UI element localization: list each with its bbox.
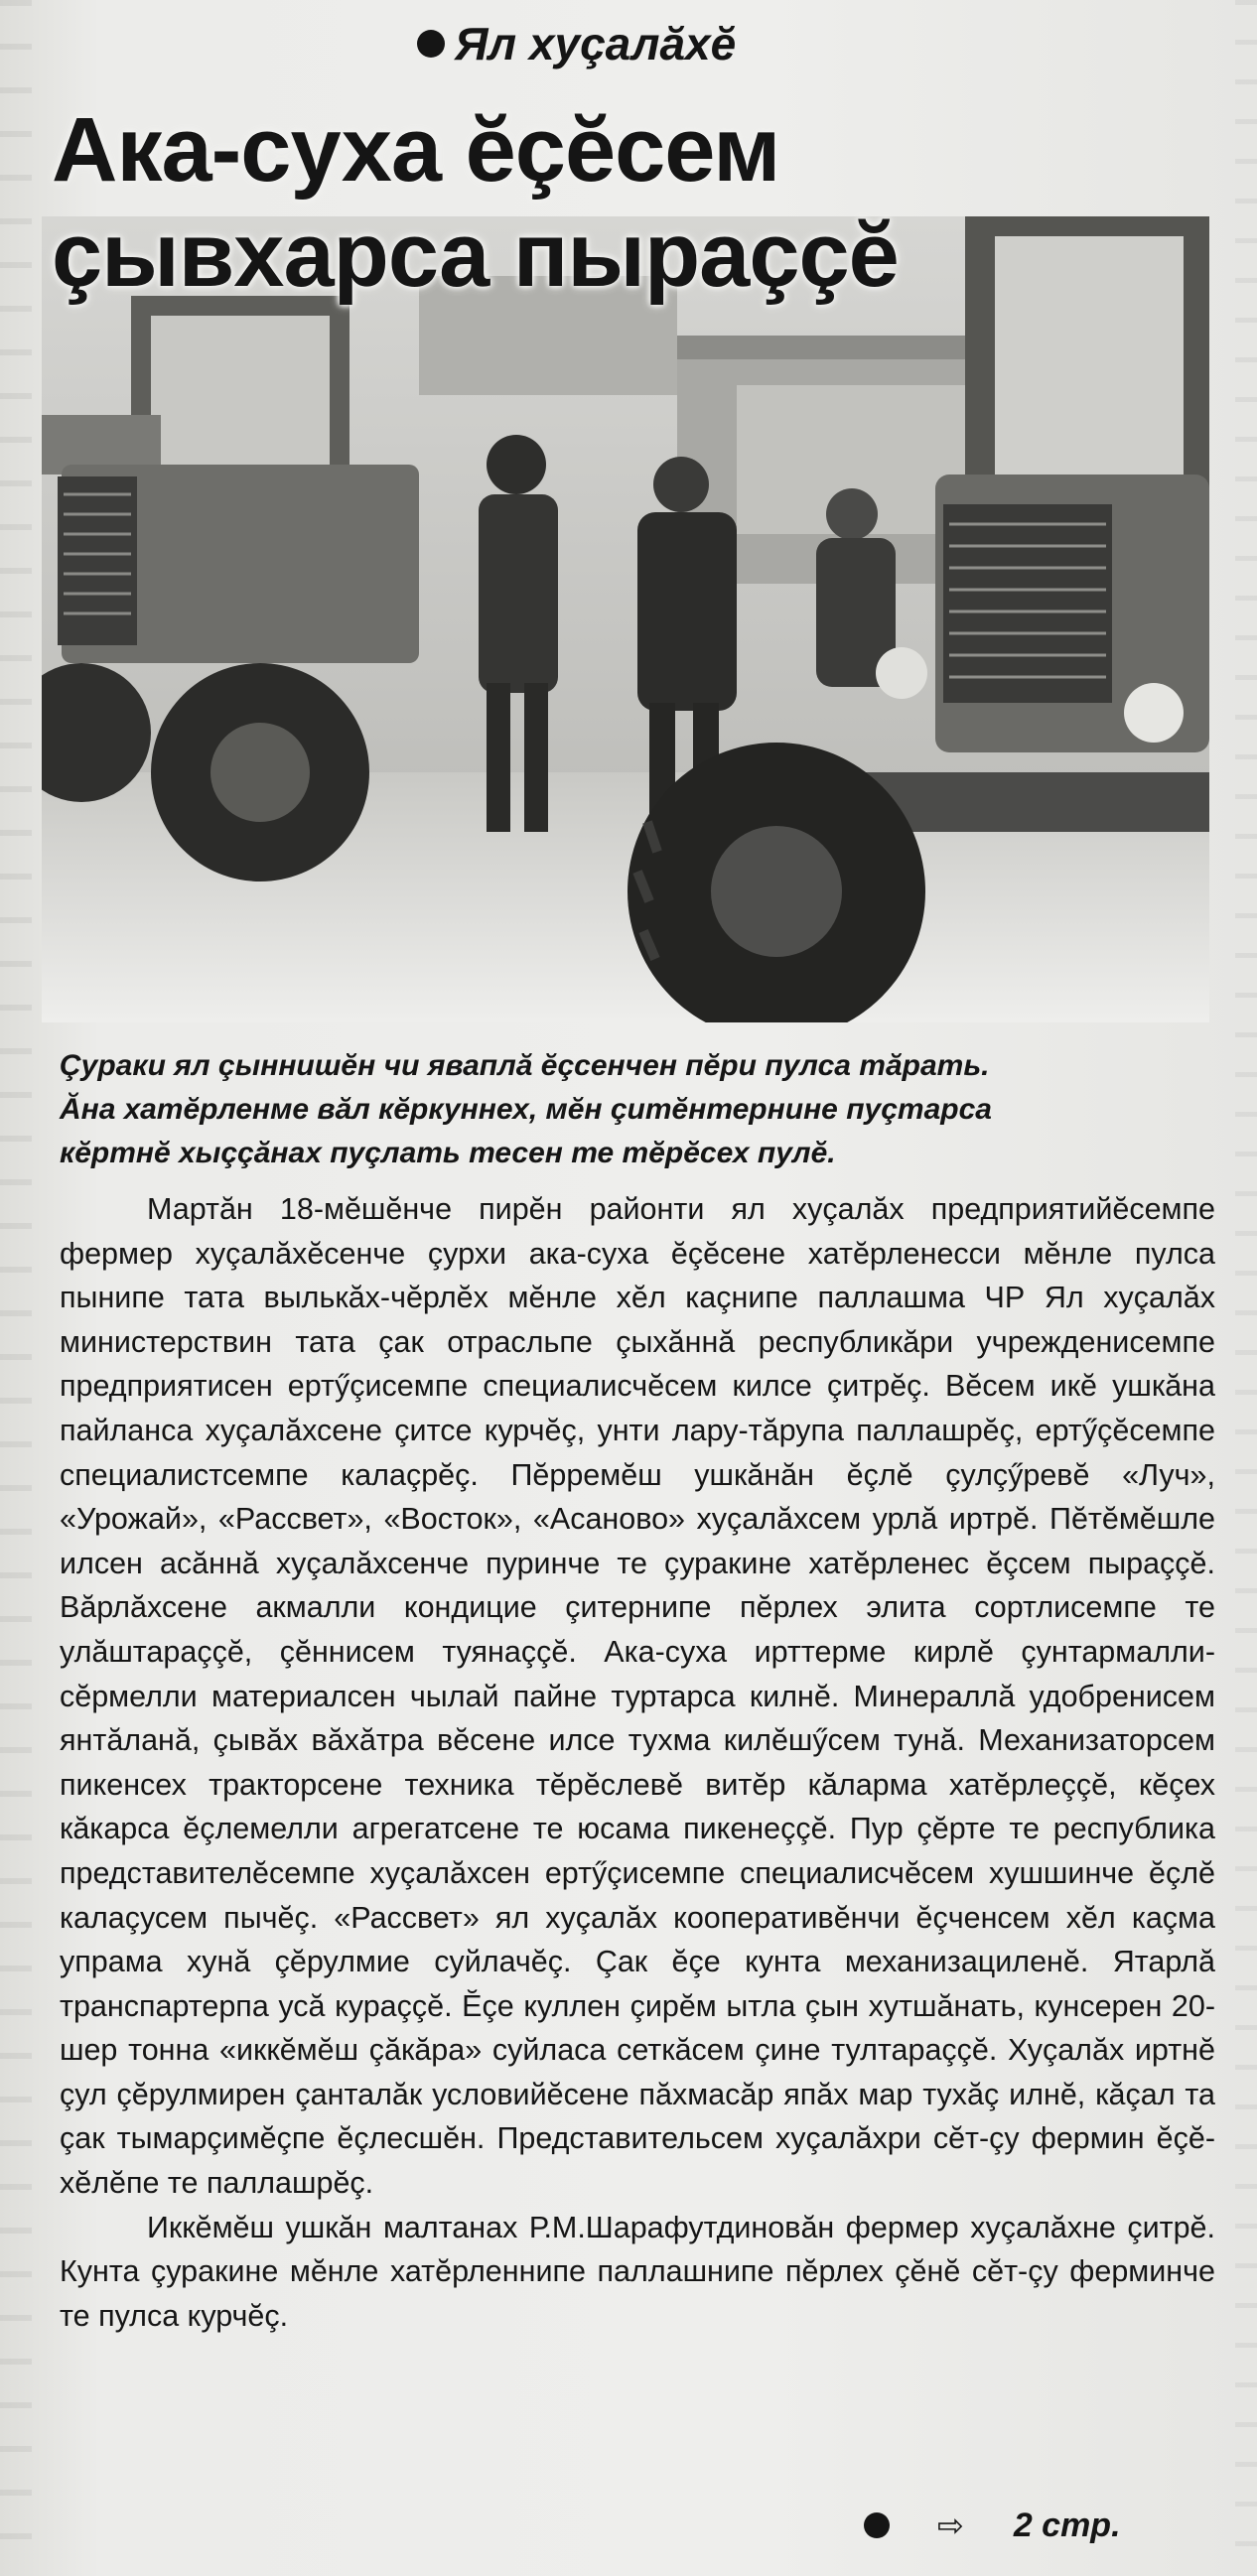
tractors-photo	[42, 216, 1209, 1022]
continuation-link[interactable]	[864, 2504, 1121, 2547]
caption-line-2: Ăна хатĕрленме вăл кĕркуннех, мĕн çитĕнтернине пуçтарса	[60, 1093, 992, 1126]
photo-illustration	[42, 216, 1209, 1022]
article-body	[60, 1187, 1215, 2338]
caption-line-3: кĕртнĕ хыççăнах пуçлать тесен те тĕрĕсех пулĕ.	[60, 1137, 836, 1169]
bullet-icon	[864, 2512, 890, 2538]
continuation-label[interactable]: 2 стр.	[1013, 2506, 1121, 2544]
bullet-icon	[417, 30, 445, 58]
paragraph-1: Мартăн 18-мĕшĕнче пирĕн районти ял хуçалăх предприятийĕсемпе фермер хуçалăхĕсенче çурхи ака-суха ĕçĕсене хатĕрленесси мĕнле пулса пынипе тата вылькăх-чĕрлĕх мĕнле хĕл каçнипе паллашма ЧР Ял хуçалăх министерствин тата çак отрасльпе çыхăннă республикăри учрежденисемпе предприятисен ертӳçисемпе специалисчĕсем килсе çитрĕç. Вĕсем икĕ ушкăна пайланса хуçалăхсене çитсе курчĕç, унти лару-тăрупа паллашрĕç, ертӳçĕсемпе специалистсемпе калаçрĕç. Пĕрремĕш ушкăнăн ĕçлĕ çулçӳревĕ «Луч», «Урожай», «Рассвет», «Восток», «Асаново» хуçалăхсем урлă иртрĕ. Пĕтĕмĕшле илсен асăннă хуçалăхсенче пуринче те çуракине хатĕрленес ĕçсем пыраççĕ. Вăрлăхсене акмалли кондицие çитернипе пĕрлех элита сортлисемпе те улăштараççĕ, çĕннисем туянаççĕ. Ака-суха ирттерме кирлĕ çунтармалли-сĕрмелли материалсен чылай пайне туртарса килнĕ. Минераллă удобренисем янтăланă, çывăх вăхăтра вĕсене илсе тухма килĕшӳсем тунă. Механизаторсем пикенсех тракторсене техника тĕрĕслевĕ витĕр кăларма хатĕрлеççĕ, кĕçех кăкарса ĕçлемелли агрегатсене те юсама пикенеççĕ. Пур çĕрте те республика представителĕсемпе хуçалăхсен ертӳçисемпе специалисчĕсем хушшинче ĕçлĕ калаçусем пычĕç. «Рассвет» ял хуçалăх кооперативĕнчи ĕçченсем хĕл каçма упрама хунă çĕрулмие суйлачĕç. Çак ĕçе кунта механизациленĕ. Ятарлă транспартерпа усă кураççĕ. Ĕçе куллен çирĕм ытла çын хутшăнать, кунсерен 20-шер тонна «иккĕмĕш çăкăра» суйласа сеткăсем çине тултараççĕ. Хуçалăх иртнĕ çул çĕрулмирен çанталăк условийĕсене пăхмасăр япăх мар тухăç илнĕ, кăçал та çак тымарçимĕçпе ĕçлесшĕн. Представительсем хуçалăхри сĕт-çу фермин ĕçĕ-хĕлĕпе те паллашрĕç.	[60, 1192, 1215, 2201]
paragraph-2: Иккĕмĕш ушкăн малтанах Р.М.Шарафутдиновăн фермер хуçалăхне çитрĕ. Кунта çуракине мĕнле хатĕрленнипе паллашнипе пĕрлех çĕнĕ сĕт-çу ферминче те пулса курчĕç.	[60, 2210, 1215, 2333]
right-column-bleed	[1235, 0, 1257, 2576]
rubric-label: Ял хуçалăхĕ	[455, 18, 737, 69]
arrow-right-icon: ⇨	[937, 2508, 964, 2543]
headline-line-1: Ака-суха ĕçĕсем	[52, 99, 780, 201]
headline	[52, 97, 1025, 308]
left-column-bleed	[0, 0, 32, 2576]
headline-line-2: çывхарса пыраççĕ	[52, 204, 899, 306]
caption-line-1: Çураки ял çыннишĕн чи яваплă ĕçсенчен пĕри пулса тăрать.	[60, 1049, 990, 1082]
photo-caption	[60, 1044, 1207, 1175]
section-rubric	[417, 14, 736, 73]
